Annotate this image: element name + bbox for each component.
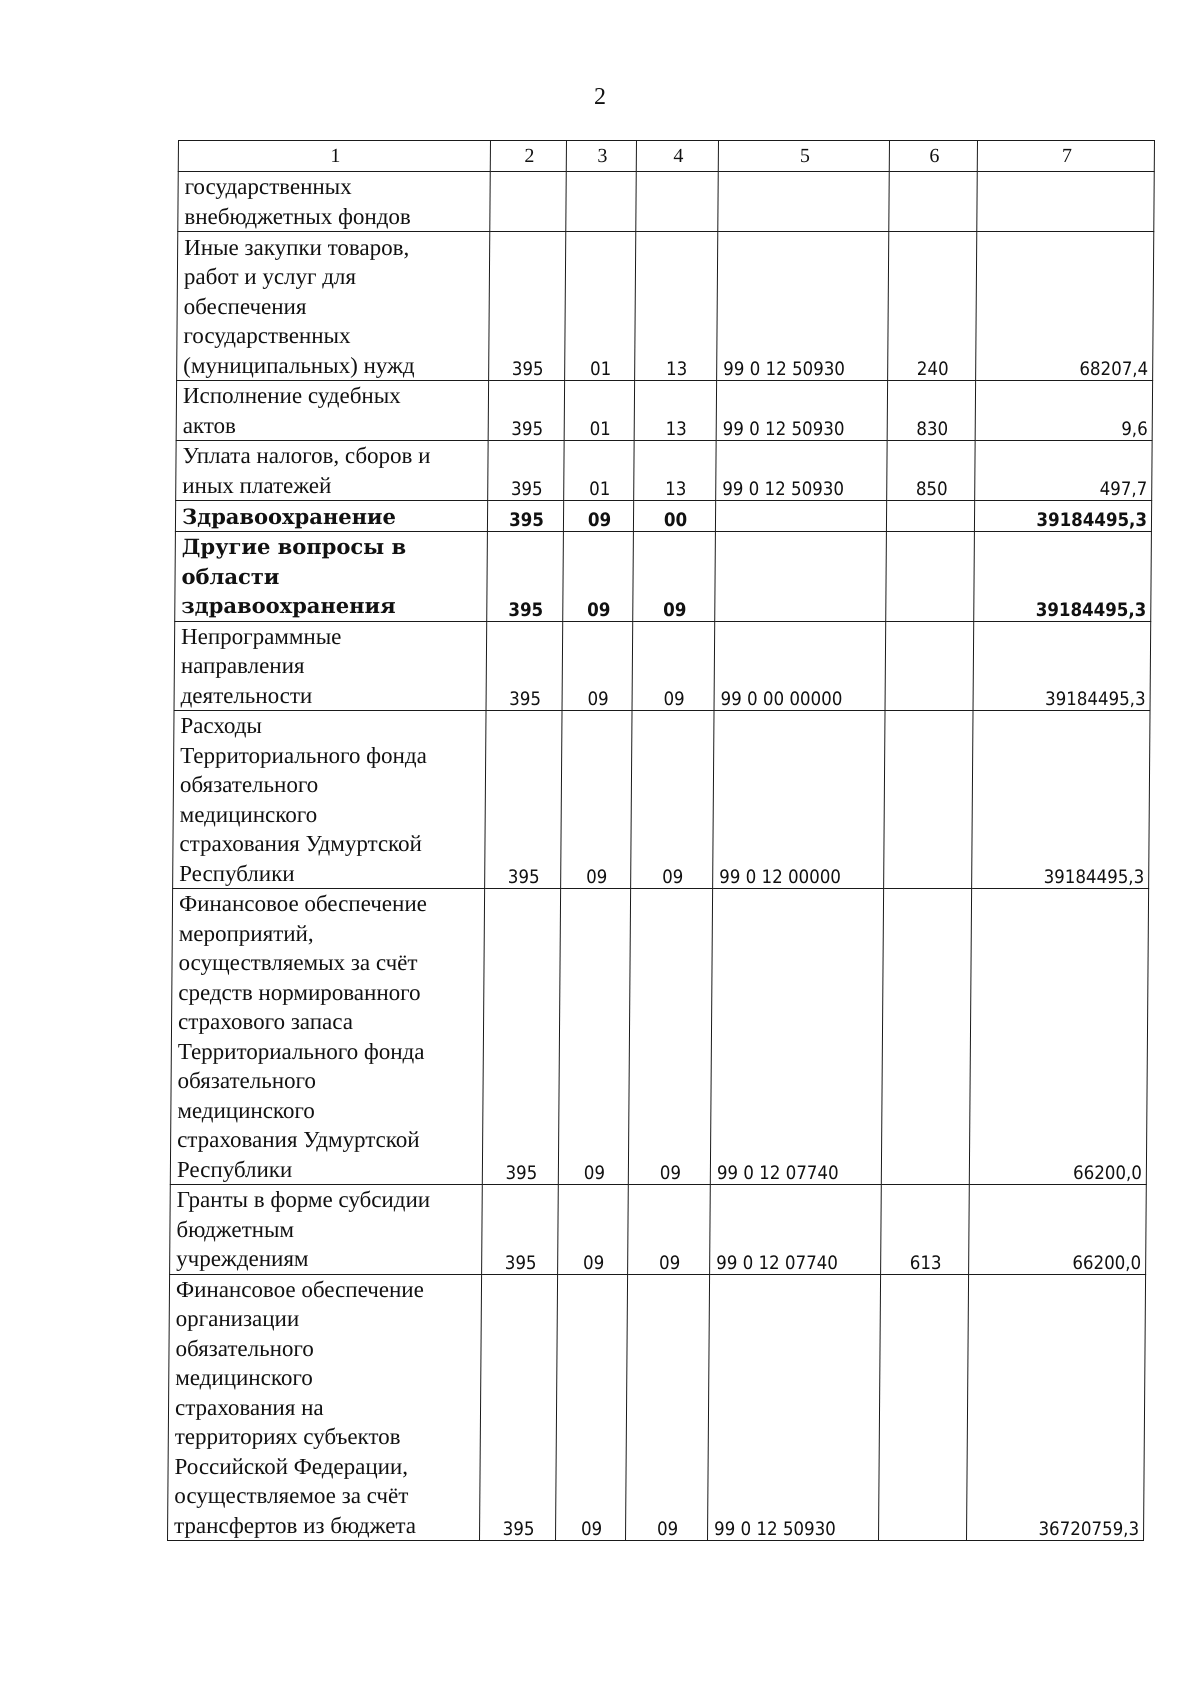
header-col-3: 3 xyxy=(566,141,636,172)
cell-name xyxy=(175,501,487,532)
cell-section: 09 xyxy=(558,1185,629,1275)
table-row xyxy=(176,441,1152,501)
cell-expense-type: 613 xyxy=(881,1185,970,1275)
cell-admin-code: 395 xyxy=(485,711,562,889)
cell-section xyxy=(566,172,636,232)
cell-admin-code: 395 xyxy=(487,532,564,622)
header-col-2: 2 xyxy=(490,141,566,172)
cell-name xyxy=(178,172,490,232)
table-row xyxy=(175,532,1152,622)
page-number: 2 xyxy=(594,84,606,110)
cell-expense-type xyxy=(885,621,974,711)
cell-amount: 39184495,3 xyxy=(974,501,1151,532)
header-col-7: 7 xyxy=(977,141,1154,172)
cell-amount: 66200,0 xyxy=(969,1185,1147,1275)
cell-expense-type xyxy=(886,501,974,532)
cell-admin-code: 395 xyxy=(488,441,564,501)
cell-admin-code: 395 xyxy=(486,621,563,711)
cell-expense-type xyxy=(886,532,975,622)
cell-admin-code: 395 xyxy=(487,501,563,532)
row-name-text: Финансовое обеспечение мероприятий, осуществляемых за счёт средств нормированного страхового запаса Территориального фонда обязательного медицинского страхования Удмуртской Республики xyxy=(176,891,427,1182)
cell-amount: 39184495,3 xyxy=(972,711,1150,889)
cell-name xyxy=(168,1274,482,1541)
budget-table xyxy=(167,140,1155,1541)
cell-subsection: 09 xyxy=(631,711,714,889)
cell-amount: 66200,0 xyxy=(969,889,1148,1185)
cell-subsection: 13 xyxy=(634,381,716,441)
table-row xyxy=(178,172,1154,232)
cell-target-article xyxy=(715,501,886,532)
cell-section: 09 xyxy=(562,621,633,711)
table-body xyxy=(168,172,1155,1541)
cell-section: 09 xyxy=(558,889,630,1185)
cell-target-article xyxy=(718,172,889,232)
header-col-1: 1 xyxy=(178,141,490,172)
cell-expense-type xyxy=(889,172,977,232)
header-col-5: 5 xyxy=(718,141,889,172)
cell-name xyxy=(170,1185,483,1275)
cell-section: 01 xyxy=(564,441,634,501)
cell-target-article: 99 0 12 50930 xyxy=(716,441,887,501)
row-name-text: Гранты в форме субсидии бюджетным учреждениям xyxy=(176,1187,431,1271)
cell-amount: 497,7 xyxy=(975,441,1152,501)
cell-section: 09 xyxy=(563,532,634,622)
table-row xyxy=(168,1274,1146,1541)
cell-subsection: 13 xyxy=(634,441,716,501)
cell-target-article: 99 0 12 07740 xyxy=(710,889,883,1185)
cell-name xyxy=(177,232,490,381)
cell-admin-code: 395 xyxy=(488,381,564,441)
cell-subsection: 09 xyxy=(628,889,712,1185)
cell-name xyxy=(170,889,484,1185)
cell-subsection: 09 xyxy=(632,621,715,711)
header-col-4: 4 xyxy=(636,141,718,172)
cell-target-article: 99 0 12 00000 xyxy=(713,711,885,889)
cell-subsection: 09 xyxy=(626,1274,710,1541)
cell-expense-type xyxy=(881,889,971,1185)
row-name-text: Финансовое обеспечение организации обязательного медицинского страхования на территориях субъектов Российской Федерации, осуществляемое за счёт трансфертов из бюджета xyxy=(174,1276,424,1538)
cell-amount: 68207,4 xyxy=(976,232,1154,381)
cell-subsection xyxy=(636,172,718,232)
cell-name xyxy=(174,621,487,711)
table-header xyxy=(178,141,1154,172)
row-name-text: Расходы Территориального фонда обязательного медицинского страхования Удмуртской Республики xyxy=(179,713,427,886)
cell-expense-type xyxy=(879,1274,969,1541)
header-col-6: 6 xyxy=(889,141,977,172)
cell-name xyxy=(173,711,486,889)
cell-expense-type xyxy=(884,711,973,889)
cell-subsection: 09 xyxy=(628,1185,711,1275)
row-name-text: Иные закупки товаров, работ и услуг для обеспечения государственных (муниципальных) нужд xyxy=(183,234,415,378)
row-name-text: Исполнение судебных актов xyxy=(182,383,401,438)
cell-admin-code xyxy=(490,172,566,232)
cell-admin-code: 395 xyxy=(482,889,560,1185)
table-row xyxy=(177,232,1154,381)
table-row xyxy=(170,889,1148,1185)
cell-amount xyxy=(977,172,1154,232)
row-name-text: Другие вопросы в области здравоохранения xyxy=(181,534,407,618)
cell-subsection: 00 xyxy=(633,501,715,532)
cell-expense-type: 240 xyxy=(888,232,977,381)
cell-section: 09 xyxy=(561,711,632,889)
row-name-text: Непрограммные направления деятельности xyxy=(180,623,342,708)
cell-section: 09 xyxy=(556,1274,628,1541)
cell-target-article: 99 0 12 50930 xyxy=(716,381,887,441)
table-row xyxy=(175,501,1151,532)
cell-target-article: 99 0 12 50930 xyxy=(708,1274,881,1541)
table-row xyxy=(173,711,1150,889)
row-name-text: Уплата налогов, сборов и иных платежей xyxy=(182,443,431,498)
cell-admin-code: 395 xyxy=(482,1185,559,1275)
cell-section: 09 xyxy=(563,501,633,532)
table-row xyxy=(174,621,1151,711)
cell-section: 01 xyxy=(564,381,634,441)
cell-admin-code: 395 xyxy=(489,232,566,381)
cell-subsection: 13 xyxy=(635,232,718,381)
cell-expense-type: 830 xyxy=(887,381,975,441)
cell-admin-code: 395 xyxy=(480,1274,558,1541)
row-name-text: Здравоохранение xyxy=(181,503,397,529)
cell-expense-type: 850 xyxy=(887,441,975,501)
table-row xyxy=(176,381,1152,441)
cell-name xyxy=(176,441,488,501)
cell-section: 01 xyxy=(565,232,636,381)
cell-amount: 36720759,3 xyxy=(967,1274,1146,1541)
cell-target-article xyxy=(715,532,887,622)
cell-target-article: 99 0 00 00000 xyxy=(714,621,886,711)
cell-name xyxy=(176,381,488,441)
cell-subsection: 09 xyxy=(633,532,716,622)
header-row xyxy=(178,141,1154,172)
cell-target-article: 99 0 12 07740 xyxy=(710,1185,882,1275)
row-name-text: государственных внебюджетных фондов xyxy=(184,174,411,229)
cell-amount: 39184495,3 xyxy=(974,532,1152,622)
cell-target-article: 99 0 12 50930 xyxy=(717,232,889,381)
table-row xyxy=(170,1185,1147,1275)
cell-amount: 39184495,3 xyxy=(973,621,1151,711)
cell-name xyxy=(175,532,488,622)
cell-amount: 9,6 xyxy=(975,381,1152,441)
